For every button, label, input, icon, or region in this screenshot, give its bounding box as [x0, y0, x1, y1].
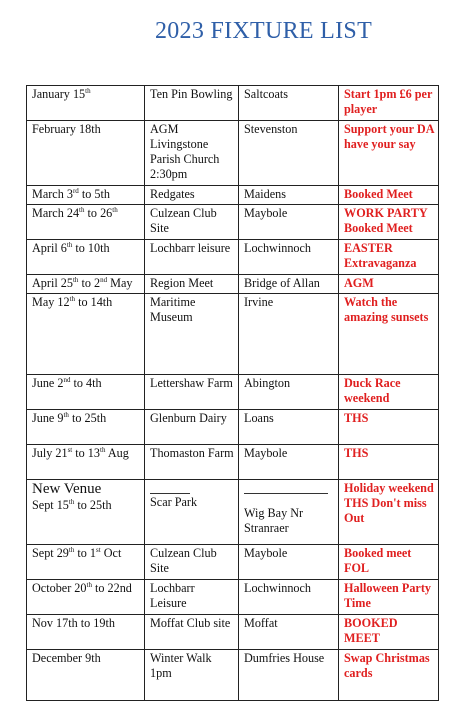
event-cell: [145, 294, 239, 375]
date-text: January 15: [32, 87, 86, 101]
date-suffix: nd: [63, 376, 71, 384]
location-text: Dumfries House: [244, 651, 325, 665]
date-suffix-end: st: [96, 546, 101, 554]
note-text: AGM: [344, 276, 374, 290]
blank-line: [244, 481, 328, 494]
note-text: Duck Race weekend: [344, 376, 401, 405]
location-cell: [239, 410, 339, 445]
note-text: BOOKED MEET: [344, 616, 398, 645]
event-text: Lochbarr leisure: [150, 241, 231, 255]
event-cell: [145, 410, 239, 445]
table-row: [27, 445, 439, 480]
event-text: Lochbarr Leisure: [150, 581, 195, 610]
note-text: Swap Christmas cards: [344, 651, 430, 680]
note-cell: [339, 615, 439, 650]
date-suffix-end: th: [112, 206, 118, 214]
date-suffix-end: nd: [100, 276, 108, 284]
location-text: Abington: [244, 376, 291, 390]
date-text-end: to 13: [72, 446, 100, 460]
location-text: Maidens: [244, 187, 286, 201]
table-row: [27, 375, 439, 410]
note-cell: [339, 650, 439, 701]
event-cell: [145, 615, 239, 650]
date-suffix-end: th: [100, 446, 106, 454]
note-cell: [339, 375, 439, 410]
date-text: March 24: [32, 206, 80, 220]
event-cell: [145, 545, 239, 580]
location-text: Lochwinnoch: [244, 241, 312, 255]
page-title: 2023 FIXTURE LIST: [154, 18, 373, 44]
location-text: Maybole: [244, 546, 288, 560]
event-text: Moffat Club site: [150, 616, 231, 630]
event-cell: [145, 375, 239, 410]
location-cell: [239, 545, 339, 580]
location-text: Loans: [244, 411, 274, 425]
event-text: Region Meet: [150, 276, 214, 290]
event-text: Ten Pin Bowling: [150, 87, 233, 101]
note-cell: [339, 205, 439, 240]
date-text-end: to 14th: [75, 295, 113, 309]
date-text: Sept 29: [32, 546, 69, 560]
location-text: Maybole: [244, 206, 288, 220]
note-text: Support your DA have your say: [344, 122, 434, 151]
date-text-end: to 25th: [74, 498, 112, 512]
location-text: Irvine: [244, 295, 274, 309]
event-text: Culzean Club Site: [150, 546, 217, 575]
date-text-end: to 5th: [78, 187, 110, 201]
date-suffix: th: [68, 546, 75, 554]
date-suffix: st: [67, 446, 73, 454]
table-row: [27, 86, 439, 121]
date-text: Nov 17th to 19th: [32, 616, 115, 630]
event-cell: [145, 86, 239, 121]
location-text: Bridge of Allan: [244, 276, 320, 290]
note-text: Booked Meet: [344, 187, 413, 201]
note-text: WORK PARTY Booked Meet: [344, 206, 428, 235]
table-row: [27, 294, 439, 375]
note-cell: [339, 186, 439, 205]
date-suffix: th: [69, 295, 76, 303]
date-text-end: to 22nd: [91, 581, 132, 595]
location-cell: [239, 480, 339, 545]
note-cell: [339, 480, 439, 545]
date-cell: [27, 186, 145, 205]
new-venue-label: New Venue: [32, 481, 102, 497]
date-month: Aug: [105, 446, 129, 460]
location-cell: [239, 275, 339, 294]
note-cell: [339, 545, 439, 580]
date-suffix: th: [66, 241, 73, 249]
date-text: July 21: [32, 446, 68, 460]
date-cell: [27, 375, 145, 410]
location-cell: [239, 121, 339, 186]
date-text-end: to 1: [74, 546, 97, 560]
location-cell: [239, 650, 339, 701]
date-text: December 9th: [32, 651, 101, 665]
location-text: Saltcoats: [244, 87, 289, 101]
date-cell: [27, 294, 145, 375]
note-text: Watch the amazing sunsets: [344, 295, 429, 324]
event-text: Glenburn Dairy: [150, 411, 227, 425]
date-suffix: th: [63, 411, 69, 419]
event-text: Thomaston Farm: [150, 446, 234, 460]
note-cell: [339, 86, 439, 121]
date-cell: [27, 580, 145, 615]
date-text: June 9: [32, 411, 64, 425]
table-row: [27, 275, 439, 294]
location-cell: [239, 294, 339, 375]
date-text: October 20: [32, 581, 87, 595]
table-row: [27, 615, 439, 650]
event-text: AGM Livingstone Parish Church 2:30pm: [150, 122, 220, 181]
event-cell: [145, 580, 239, 615]
note-cell: [339, 410, 439, 445]
event-cell: [145, 480, 239, 545]
date-text-end: to 10th: [72, 241, 110, 255]
location-text: Lochwinnoch: [244, 581, 312, 595]
note-cell: [339, 445, 439, 480]
table-row: [27, 480, 439, 545]
location-cell: [239, 240, 339, 275]
date-text: Sept 15: [32, 498, 69, 512]
event-cell: [145, 186, 239, 205]
location-cell: [239, 445, 339, 480]
event-cell: [145, 275, 239, 294]
table-row: [27, 205, 439, 240]
date-suffix: th: [72, 276, 79, 284]
event-cell: [145, 445, 239, 480]
table-row: [27, 580, 439, 615]
date-text: April 25: [32, 276, 73, 290]
blank-line: [150, 481, 190, 494]
location-text: Maybole: [244, 446, 288, 460]
date-cell: [27, 86, 145, 121]
event-text: Scar Park: [150, 495, 198, 509]
note-text: Start 1pm £6 per player: [344, 87, 433, 116]
note-cell: [339, 121, 439, 186]
date-text: April 6: [32, 241, 67, 255]
date-suffix: th: [85, 87, 91, 95]
fixture-table: [26, 85, 439, 701]
date-text-end: to 2: [78, 276, 101, 290]
location-text: Moffat: [244, 616, 278, 630]
note-text: Holiday weekend THS Don't miss Out: [344, 481, 434, 525]
date-text-end: to 4th: [70, 376, 102, 390]
location-cell: [239, 186, 339, 205]
event-text: Redgates: [150, 187, 195, 201]
date-month: Oct: [100, 546, 122, 560]
event-text: Lettershaw Farm: [150, 376, 233, 390]
date-text: June 2: [32, 376, 64, 390]
date-cell: [27, 445, 145, 480]
location-cell: [239, 375, 339, 410]
note-text: THS: [344, 411, 369, 425]
event-cell: [145, 650, 239, 701]
event-cell: [145, 205, 239, 240]
date-cell: [27, 205, 145, 240]
date-text: February 18th: [32, 122, 101, 136]
date-cell: [27, 121, 145, 186]
location-cell: [239, 205, 339, 240]
date-cell: [27, 615, 145, 650]
table-row: [27, 650, 439, 701]
location-text: Wig Bay Nr Stranraer: [244, 506, 304, 535]
event-text: Maritime Museum: [150, 295, 196, 324]
event-cell: [145, 121, 239, 186]
date-text: May 12: [32, 295, 70, 309]
location-cell: [239, 86, 339, 121]
table-row: [27, 240, 439, 275]
date-cell: [27, 410, 145, 445]
note-cell: [339, 275, 439, 294]
date-suffix: th: [68, 498, 75, 506]
date-text: March 3: [32, 187, 73, 201]
date-cell: [27, 275, 145, 294]
date-suffix: th: [79, 206, 85, 214]
table-row: [27, 186, 439, 205]
date-cell: [27, 545, 145, 580]
location-cell: [239, 615, 339, 650]
spacer: [244, 495, 334, 506]
note-text: Booked meet FOL: [344, 546, 412, 575]
note-cell: [339, 240, 439, 275]
event-text: Culzean Club Site: [150, 206, 217, 235]
note-cell: [339, 294, 439, 375]
event-cell: [145, 240, 239, 275]
note-cell: [339, 580, 439, 615]
date-text-end: to 26: [84, 206, 113, 220]
date-cell: [27, 480, 145, 545]
table-row: [27, 121, 439, 186]
table-row: [27, 410, 439, 445]
location-text: Stevenston: [244, 122, 298, 136]
date-suffix: rd: [72, 187, 79, 195]
date-cell: [27, 240, 145, 275]
note-text: Halloween Party Time: [344, 581, 431, 610]
event-text: Winter Walk 1pm: [150, 651, 212, 680]
note-text: EASTER Extravaganza: [344, 241, 417, 270]
date-month: May: [107, 276, 133, 290]
table-row: [27, 545, 439, 580]
date-text-end: to 25th: [68, 411, 107, 425]
location-cell: [239, 580, 339, 615]
note-text: THS: [344, 446, 369, 460]
date-suffix: th: [86, 581, 92, 589]
date-cell: [27, 650, 145, 701]
